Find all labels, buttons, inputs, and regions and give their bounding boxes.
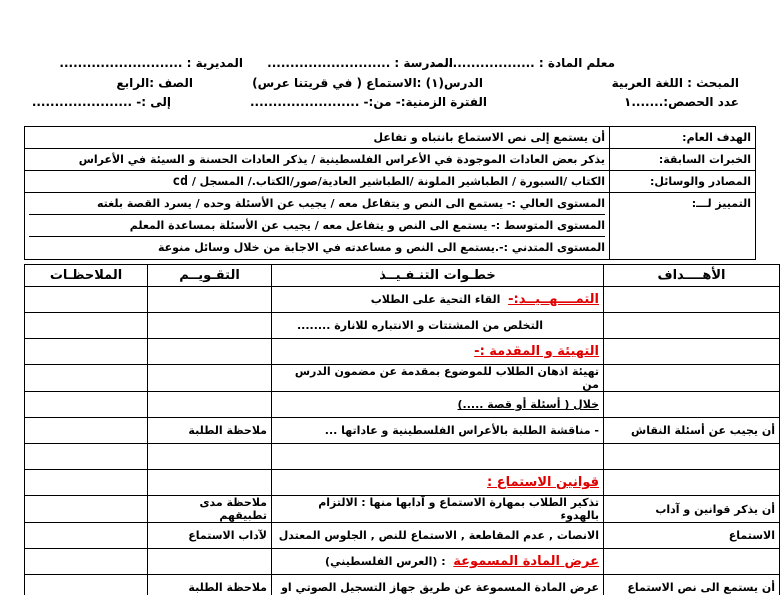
subject-field: المبحث : اللغة العربية [611, 76, 739, 90]
notes-header: الملاحظـات [25, 265, 148, 287]
rules-goal-2: الاستماع [604, 523, 780, 549]
table-row [25, 339, 780, 365]
rules-step-1: تذكير الطلاب بمهارة الاستماع و آدابها منها : الالتزام بالهدوء [272, 496, 604, 523]
rules-evaluation-1: ملاحظة مدى تطبيقهم [148, 496, 272, 523]
presentation-title: عرض المادة المسموعة [453, 554, 599, 569]
directorate-field: المديرية : ........................... [59, 56, 243, 70]
steps-header: خطـوات التنـفـيــذ [272, 265, 604, 287]
discussion-goal: أن يجيب عن أسئلة النقاش [604, 418, 780, 444]
presentation-goal: أن يستمع الى نص الاستماع [604, 575, 780, 595]
rules-goal-1: أن يذكر قوانين و آداب [604, 496, 780, 523]
lesson-field: الدرس(١) :الاستماع ( في قريتنا عرس) [252, 76, 483, 90]
general-goal-label: الهدف العام: [610, 127, 756, 149]
table-row [25, 418, 780, 444]
intro-title: التمــــهــيــد:- [508, 292, 599, 307]
table-row [25, 365, 780, 392]
lesson-steps-table [24, 264, 780, 595]
table-row [25, 549, 780, 575]
table-row [25, 392, 780, 418]
resources-value [25, 171, 610, 193]
grade-field: الصف :الرابع [116, 76, 193, 90]
evaluation-header: التقـويــم [148, 265, 272, 287]
presentation-evaluation: ملاحظة الطلبة [148, 575, 272, 595]
goals-header: الأهــــداف [604, 265, 780, 287]
intro-step-2: التخلص من المشتتات و الانتباره للانارة ........ [272, 313, 604, 339]
table-row [25, 444, 780, 470]
table-row [25, 523, 780, 549]
prior-knowledge-value: يذكر بعض العادات الموجودة في الأعراس الفلسطينية / يذكر العادات الحسنة و السيئة في الأعراس [25, 149, 610, 171]
table-row [25, 470, 780, 496]
discussion-step: - مناقشة الطلبة بالأعراس الفلسطينية و عاداتها ... [272, 418, 604, 444]
prep-step-1: تهيئة اذهان الطلاب للموضوع بمقدمة عن مضمون الدرس من [272, 365, 604, 392]
table-row [25, 496, 780, 523]
differentiation-high: المستوى العالي :- يستمع الى النص و يتفاعل معه / يجيب عن الأسئلة وحده / يسرد القصة بلغته [29, 193, 605, 215]
resources-cd: cd [172, 174, 188, 189]
prior-knowledge-label: الخبرات السابقة: [610, 149, 756, 171]
rules-title: قوانين الاستماع : [487, 475, 599, 490]
school-field: المدرسة : ........................... [267, 56, 453, 70]
period-end-field: إلى :- ...................... [31, 95, 171, 109]
lesson-info-table [24, 126, 756, 260]
general-goal-value: أن يستمع إلى نص الاستماع بانتباه و تفاعل [25, 127, 610, 149]
rules-step-2: الانصات , عدم المقاطعة , الاستماع للنص , الجلوس المعتدل [272, 523, 604, 549]
resources-text: الكتاب /السبورة / الطباشير الملونة /الطباشير العادية/صور/الكتاب./ المسجل / [191, 175, 605, 188]
discussion-evaluation: ملاحظة الطلبة [148, 418, 272, 444]
presentation-step: عرض المادة المسموعة عن طريق جهاز التسجيل الصوتي او [272, 575, 604, 595]
rules-evaluation-2: لآداب الاستماع [148, 523, 272, 549]
prep-title: التهيئة و المقدمة :- [474, 344, 599, 359]
classes-count-field: عدد الحصص:.......١ [624, 95, 739, 109]
presentation-title-tail: : (العرس الفلسطيني) [325, 555, 446, 568]
differentiation-mid: المستوى المتوسط :- يستمع الى النص و يتفاعل معه / يجيب عن الأسئلة بمساعدة المعلم [29, 215, 605, 237]
intro-step-1: القاء التحية على الطلاب [370, 293, 501, 306]
table-row [25, 287, 780, 313]
teacher-field: معلم المادة : ....................... [429, 56, 615, 70]
resources-label: المصادر والوسائل: [610, 171, 756, 193]
differentiation-levels [25, 193, 610, 260]
table-row [25, 313, 780, 339]
differentiation-low: المستوى المتدني :-.يستمع الى النص و مساعدته في الاجابة من خلال وسائل منوعة [158, 241, 605, 254]
prep-step-2-text: خلال ( أسئلة أو قصة .....) [457, 398, 599, 411]
table-row [25, 575, 780, 595]
period-field: الفترة الزمنية:- من:- ........................ [249, 95, 487, 109]
table-header-row [25, 265, 780, 287]
differentiation-label: التمييز لـــ: [610, 193, 756, 260]
prep-step-2 [272, 392, 604, 418]
